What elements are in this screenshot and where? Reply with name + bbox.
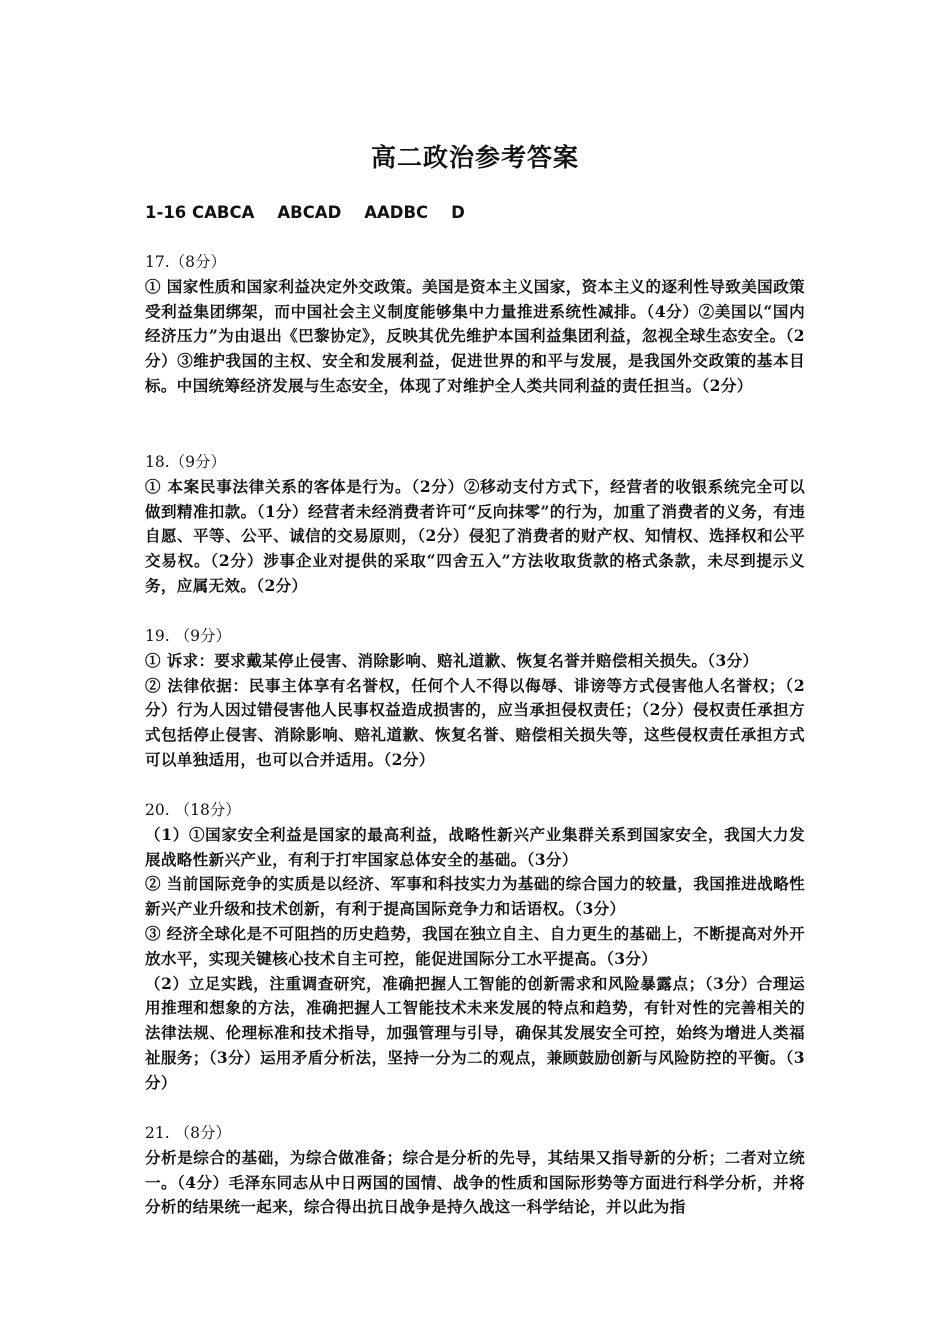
question-20-part1-point3: ③ 经济全球化是不可阻挡的历史趋势，我国在独立自主、自力更生的基础上，不断提高对外开放水平，实现关键核心技术自主可控，能促进国际分工水平提高。（3分） [145, 923, 805, 968]
question-19-answer [145, 624, 805, 773]
question-17-answer [145, 250, 805, 399]
question-18-paragraph: ① 本案民事法律关系的客体是行为。（2分）②移动支付方式下，经营者的收银系统完全可以做到精准扣款。（1分）经营者未经消费者许可“反向抹零”的行为，加重了消费者的义务，有违自愿、平等、公平、诚信的交易原则，（2分）侵犯了消费者的财产权、知情权、选择权和公平交易权。（2分）涉事企业对提供的采取“四舍五入”方法收取货款的格式条款，未尽到提示义务，应属无效。（2分） [145, 476, 805, 595]
question-20-part1-point2: ② 当前国际竞争的实质是以经济、军事和科技实力为基础的综合国力的较量，我国推进战略性新兴产业升级和技术创新，有利于提高国际竞争力和话语权。（3分） [145, 874, 805, 919]
question-17-heading: 17.（8分） [145, 253, 227, 271]
document-title: 高二政治参考答案 [370, 143, 579, 172]
question-20-heading: 20. （18分） [145, 801, 241, 819]
question-18-body [145, 475, 805, 599]
question-21-heading: 21. （8分） [145, 1124, 231, 1142]
choice-answers: 1-16 CABCA ABCAD AADBC D [145, 203, 465, 222]
question-17-body [145, 275, 805, 399]
question-20-part2: （2）立足实践，注重调查研究，准确把握人工智能的创新需求和风险暴露点；（3分）合理运用推理和想象的方法，准确把握人工智能技术未来发展的特点和趋势，有针对性的完善相关的法律法规、伦理标准和技术指导，加强管理与引导，确保其发展安全可控，始终为增进人类福祉服务；（3分）运用矛盾分析法，坚持一分为二的观点，兼顾鼓励创新与风险防控的平衡。（3分） [145, 973, 805, 1092]
question-21-paragraph: 分析是综合的基础，为综合做准备；综合是分析的先导，其结果又指导新的分析；二者对立统一。（4分）毛泽东同志从中日两国的国情、战争的性质和国际形势等方面进行科学分析，并将分析的结果统一起来，综合得出抗日战争是持久战这一科学结论，并以此为指 [145, 1147, 805, 1217]
question-20-part1-point1: （1）①国家安全利益是国家的最高利益，战略性新兴产业集群关系到国家安全，我国大力发展战略性新兴产业，有利于打牢国家总体安全的基础。（3分） [145, 824, 805, 869]
question-18-heading: 18.（9分） [145, 453, 227, 471]
question-19-body [145, 649, 805, 773]
question-17-paragraph: ① 国家性质和国家利益决定外交政策。美国是资本主义国家，资本主义的逐利性导致美国政策受利益集团绑架，而中国社会主义制度能够集中力量推进系统性减排。（4分）②美国以“国内经济压力”为由退出《巴黎协定》，反映其优先维护本国利益集团利益，忽视全球生态安全。（2分）③维护我国的主权、安全和发展利益，促进世界的和平与发展，是我国外交政策的基本目标。中国统筹经济发展与生态安全，体现了对维护全人类共同利益的责任担当。（2分） [145, 276, 805, 395]
question-19-legal-basis: ② 法律依据：民事主体享有名誉权，任何个人不得以侮辱、诽谤等方式侵害他人名誉权；（2分）行为人因过错侵害他人民事权益造成损害的，应当承担侵权责任；（2分）侵权责任承担方式包括停止侵害、消除影响、赔礼道歉、恢复名誉、赔偿相关损失等，这些侵权责任承担方式可以单独适用，也可以合并适用。（2分） [145, 675, 805, 769]
question-18-answer [145, 450, 805, 599]
question-21-body [145, 1146, 805, 1220]
question-20-answer [145, 798, 805, 1096]
question-20-body [145, 823, 805, 1096]
question-19-claim: ① 诉求：要求戴某停止侵害、消除影响、赔礼道歉、恢复名誉并赔偿相关损失。（3分） [145, 650, 759, 670]
question-19-heading: 19. （9分） [145, 627, 231, 645]
question-21-answer [145, 1121, 805, 1220]
